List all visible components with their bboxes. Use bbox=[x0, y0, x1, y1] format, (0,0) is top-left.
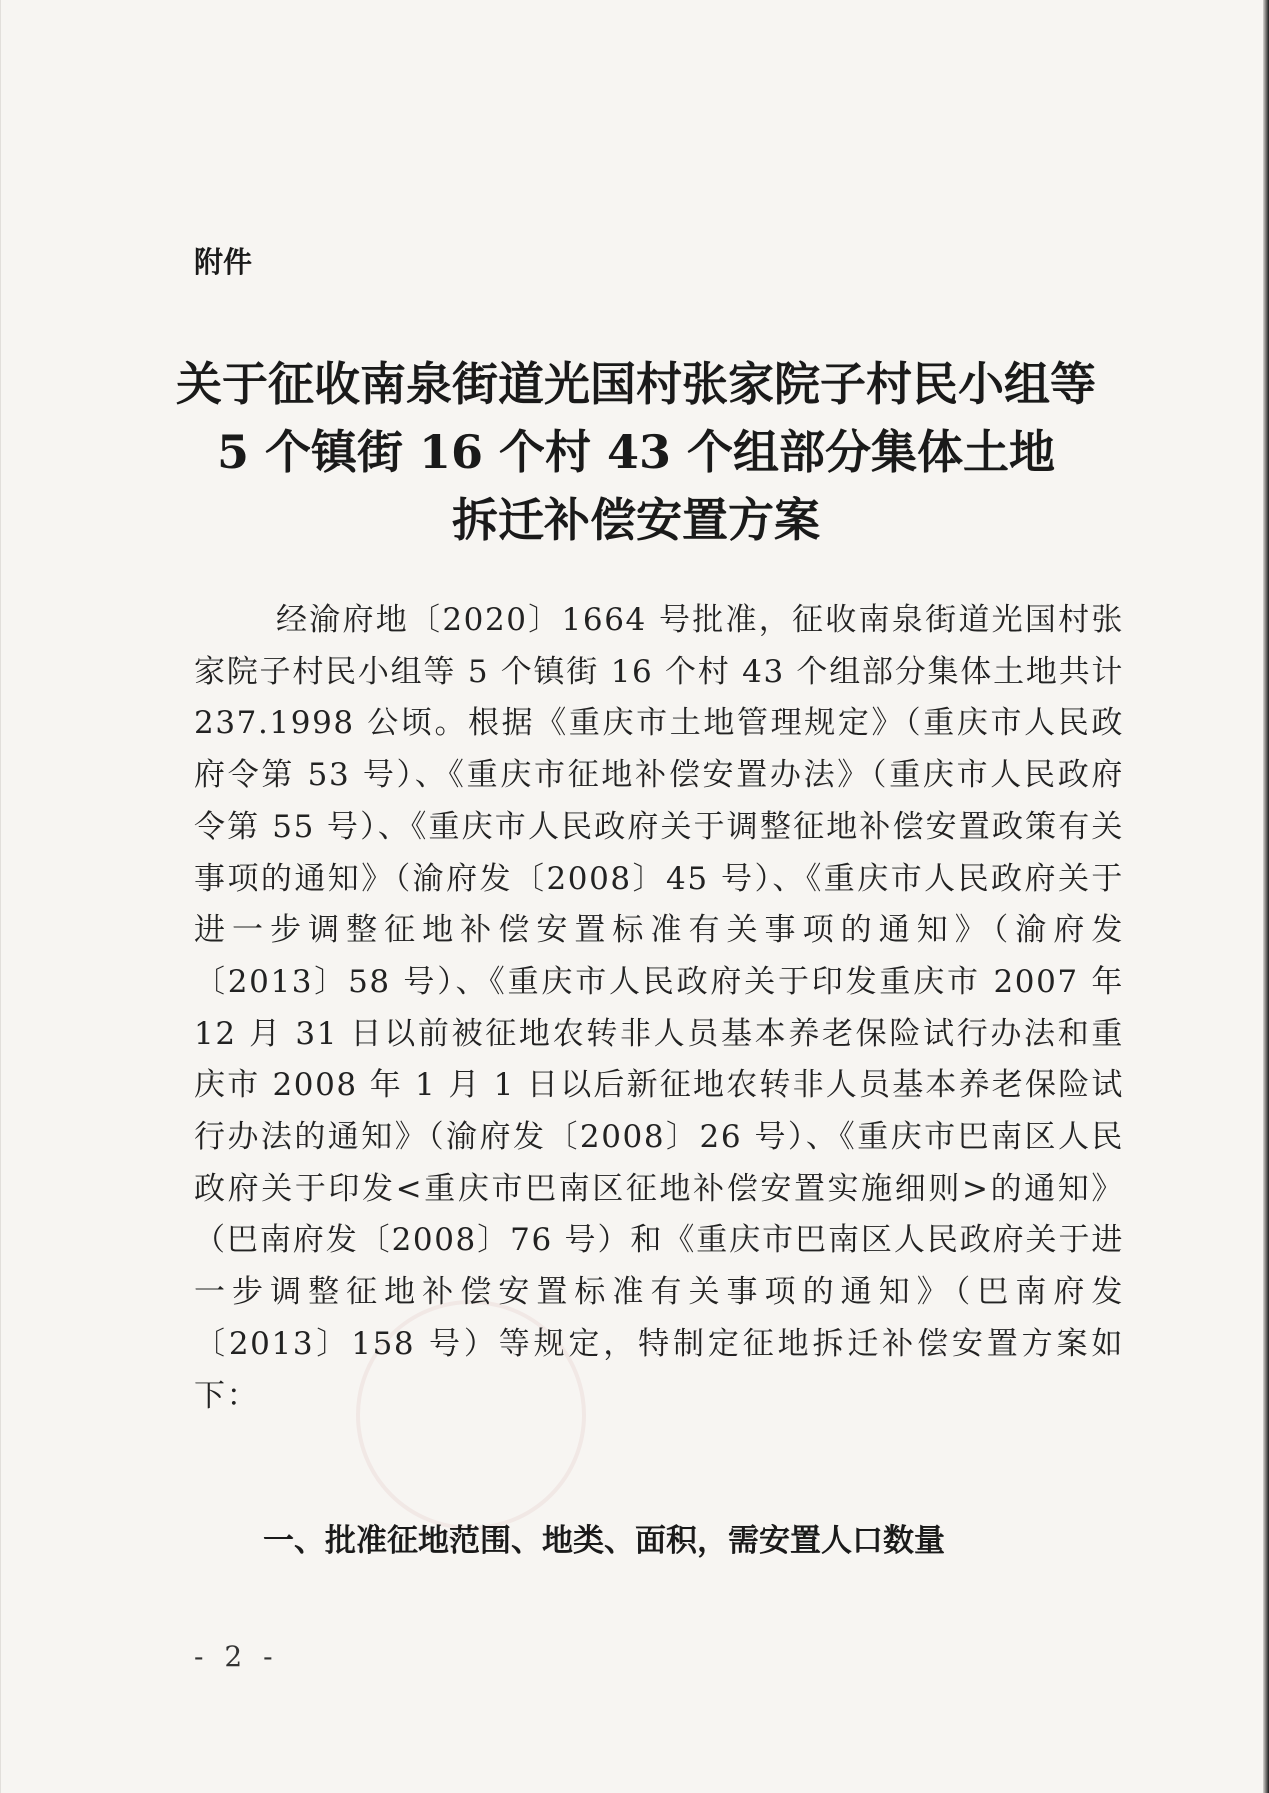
title-line-3: 拆迁补偿安置方案 bbox=[452, 493, 820, 547]
section-heading-1: 一、批准征地范围、地类、面积，需安置人口数量 bbox=[263, 1523, 945, 1559]
attachment-label: 附件 bbox=[194, 245, 253, 279]
document-title bbox=[151, 350, 1121, 554]
body-paragraph: 经渝府地〔2020〕1664 号批准，征收南泉街道光国村张家院子村民小组等 5 个镇街 16 个村 43 个组部分集体土地共计 237.1998 公顷。根据《重庆市土地管理规定》（重庆市人民政府令第 53 号）、《重庆市征地补偿安置办法》（重庆市人民政府令第 55 号）、《重庆市人民政府关于调整征地补偿安置政策有关事项的通知》（渝府发〔2008〕45 号）、《重庆市人民政府关于进一步调整征地补偿安置标准有关事项的通知》（渝府发〔2013〕58 号）、《重庆市人民政府关于印发重庆市 2007 年 12 月 31 日以前被征地农转非人员基本养老保险试行办法和重庆市 2008 年 1 月 1 日以后新征地农转非人员基本养老保险试行办法的通知》（渝府发〔2008〕26 号）、《重庆市巴南区人民政府关于印发<重庆市巴南区征地补偿安置实施细则>的通知》（巴南府发〔2008〕76 号）和《重庆市巴南区人民政府关于进一步调整征地补偿安置标准有关事项的通知》（巴南府发〔2013〕158 号）等规定，特制定征地拆迁补偿安置方案如下： bbox=[194, 602, 1124, 1414]
scan-edge-shadow bbox=[1263, 0, 1269, 1793]
title-line-1: 关于征收南泉街道光国村张家院子村民小组等 bbox=[176, 357, 1096, 411]
page-number: - 2 - bbox=[194, 1640, 279, 1673]
title-line-2: 5 个镇街 16 个村 43 个组部分集体土地 bbox=[216, 425, 1056, 479]
